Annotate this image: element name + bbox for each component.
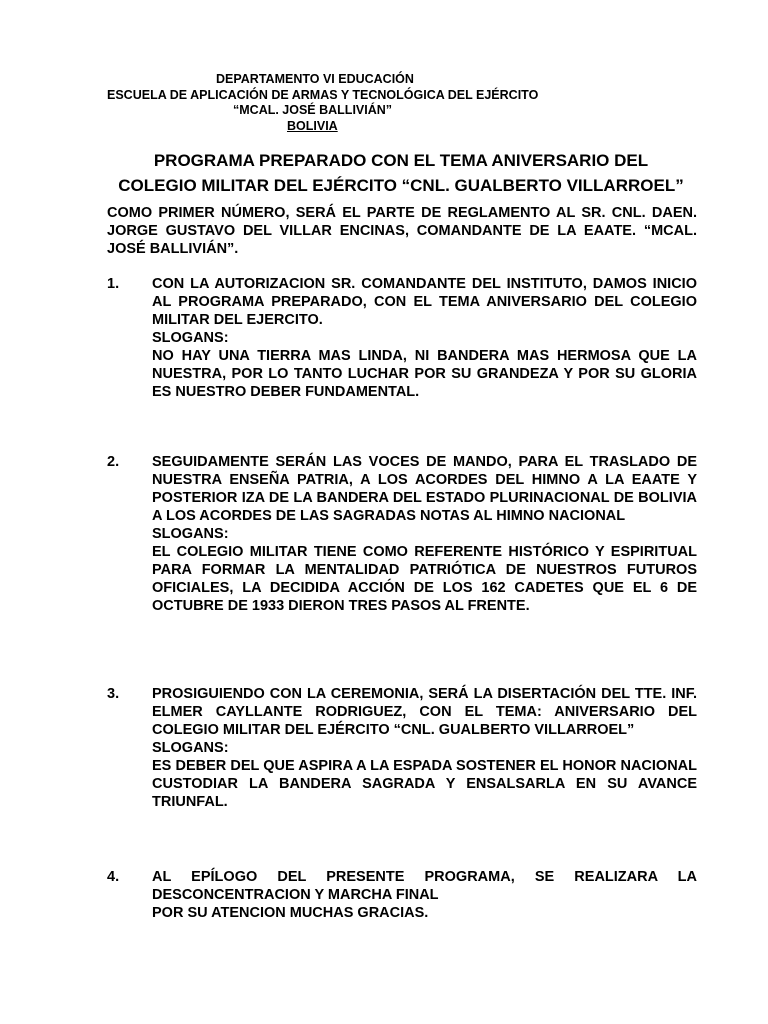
item-number: 3. <box>107 686 120 702</box>
program-title <box>100 148 702 198</box>
intro-paragraph: COMO PRIMER NÚMERO, SERÁ EL PARTE DE REGLAMENTO AL SR. CNL. DAEN. JORGE GUSTAVO DEL VILLAR ENCINAS, COMANDANTE DE LA EAATE. “MCAL. JOSÉ BALLIVIÁN”. <box>107 205 697 257</box>
slogan-label: SLOGANS: <box>152 330 229 346</box>
program-title-line-2: COLEGIO MILITAR DEL EJÉRCITO “CNL. GUALBERTO VILLARROEL” <box>118 176 684 195</box>
school-heading: ESCUELA DE APLICACIÓN DE ARMAS Y TECNOLÓGICA DEL EJÉRCITO <box>107 88 539 102</box>
school-name-heading: “MCAL. JOSÉ BALLIVIÁN” <box>233 103 393 117</box>
slogan-text: NO HAY UNA TIERRA MAS LINDA, NI BANDERA MAS HERMOSA QUE LA NUESTRA, POR LO TANTO LUCHAR POR SU GRANDEZA Y POR SU GLORIA ES NUESTRO DEBER FUNDAMENTAL. <box>152 348 697 400</box>
item-number: 4. <box>107 869 120 885</box>
program-item-2 <box>107 453 697 615</box>
slogan-label: SLOGANS: <box>152 740 229 756</box>
closing-text: POR SU ATENCION MUCHAS GRACIAS. <box>152 905 429 921</box>
item-text: CON LA AUTORIZACION SR. COMANDANTE DEL INSTITUTO, DAMOS INICIO AL PROGRAMA PREPARADO, CON EL TEMA ANIVERSARIO DEL COLEGIO MILITAR DEL EJERCITO. <box>152 276 697 328</box>
program-item-1 <box>107 275 697 401</box>
slogan-text: ES DEBER DEL QUE ASPIRA A LA ESPADA SOSTENER EL HONOR NACIONAL CUSTODIAR LA BANDERA SAGRADA Y ENSALSARLA EN SU AVANCE TRIUNFAL. <box>152 758 697 810</box>
item-text: SEGUIDAMENTE SERÁN LAS VOCES DE MANDO, PARA EL TRASLADO DE NUESTRA ENSEÑA PATRIA, A LOS ACORDES DEL HIMNO A LA EAATE Y POSTERIOR IZA DE LA BANDERA DEL ESTADO PLURINACIONAL DE BOLIVIA A LOS ACORDES DE LAS SAGRADAS NOTAS AL HIMNO NACIONAL <box>152 454 697 524</box>
program-item-3 <box>107 685 697 811</box>
country-heading: BOLIVIA <box>287 119 338 133</box>
item-text: AL EPÍLOGO DEL PRESENTE PROGRAMA, SE REALIZARA LA DESCONCENTRACION Y MARCHA FINAL <box>152 869 697 903</box>
item-number: 1. <box>107 276 120 292</box>
slogan-label: SLOGANS: <box>152 526 229 542</box>
item-text: PROSIGUIENDO CON LA CEREMONIA, SERÁ LA DISERTACIÓN DEL TTE. INF. ELMER CAYLLANTE RODRIGUEZ, CON EL TEMA: ANIVERSARIO DEL COLEGIO MILITAR DEL EJÉRCITO “CNL. GUALBERTO VILLARROEL” <box>152 686 697 738</box>
department-heading: DEPARTAMENTO VI EDUCACIÓN <box>216 72 414 86</box>
item-number: 2. <box>107 454 120 470</box>
program-item-4 <box>107 868 697 922</box>
program-title-line-1: PROGRAMA PREPARADO CON EL TEMA ANIVERSARIO DEL <box>153 151 649 170</box>
slogan-text: EL COLEGIO MILITAR TIENE COMO REFERENTE HISTÓRICO Y ESPIRITUAL PARA FORMAR LA MENTALIDAD PATRIÓTICA DE NUESTROS FUTUROS OFICIALES, LA DECIDIDA ACCIÓN DE LOS 162 CADETES QUE EL 6 DE OCTUBRE DE 1933 DIERON TRES PASOS AL FRENTE. <box>152 544 697 614</box>
